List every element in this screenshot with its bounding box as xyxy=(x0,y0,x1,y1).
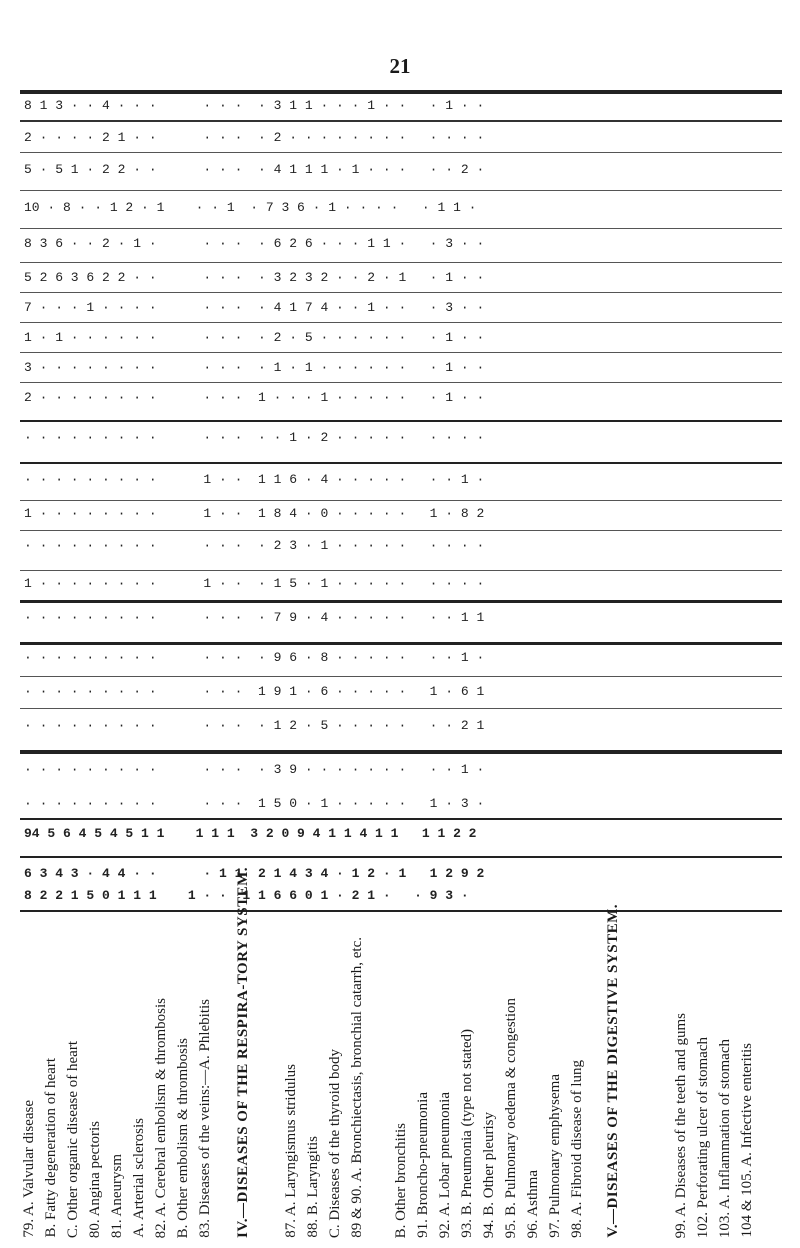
row-label: 98. A. Fibroid disease of lung xyxy=(569,1060,585,1238)
data-line-2: 2 · · · · 2 1 · · · · · · 2 · · · · · · · · · · · · xyxy=(24,130,485,145)
data-line-19: · · · · · · · · · · · · · 1 2 · 5 · · · · · · · 2 1 xyxy=(24,718,485,733)
data-line-15: 1 · · · · · · · · 1 · · · 1 5 · 1 · · · · · · · · · xyxy=(24,576,485,591)
data-line-12: · · · · · · · · · 1 · · 1 1 6 · 4 · · · · · · · 1 · xyxy=(24,472,485,487)
row-label: 81. Aneurysm xyxy=(109,1153,125,1238)
data-line-21: · · · · · · · · · · · · 1 5 0 · 1 · · · · · 1 · 3 · xyxy=(24,796,485,811)
row-label: 94. B. Other pleurisy xyxy=(481,1111,497,1238)
section-heading: V.—DISEASES OF THE DIGESTIVE SYSTEM. xyxy=(605,904,621,1238)
data-line-20: · · · · · · · · · · · · · 3 9 · · · · · · · · · 1 · xyxy=(24,762,485,777)
data-line-18: · · · · · · · · · · · · 1 9 1 · 6 · · · · · 1 · 6 1 xyxy=(24,684,485,699)
row-label: 83. Diseases of the veins:—A. Phlebitis xyxy=(197,999,213,1238)
data-line-24: 8 2 2 1 5 0 1 1 1 1 · · 1 1 6 6 0 1 · 2 1 · · 9 3 · xyxy=(24,888,469,903)
row-label: 102. Perforating ulcer of stomach xyxy=(695,1036,711,1238)
data-line-3: 5 · 5 1 · 2 2 · · · · · · 4 1 1 1 · 1 · · · · · 2 · xyxy=(24,162,485,177)
row-label: C. Diseases of the thyroid body xyxy=(327,1048,343,1238)
row-label: 91. Broncho-pneumonia xyxy=(415,1092,431,1238)
row-label: 80. Angina pectoris xyxy=(87,1120,103,1238)
row-label: 104 & 105. A. Infective enteritis xyxy=(739,1043,755,1238)
row-label: 82. A. Cerebral embolism & thrombosis xyxy=(153,997,169,1238)
data-line-14: · · · · · · · · · · · · · 2 3 · 1 · · · · · · · · · xyxy=(24,538,485,553)
data-line-22: 94 5 6 4 5 4 5 1 1 1 1 1 3 2 0 9 4 1 1 4 1 1 1 1 2 2 xyxy=(24,826,477,841)
row-label: 95. B. Pulmonary oedema & congestion xyxy=(503,997,519,1238)
data-line-16: · · · · · · · · · · · · · 7 9 · 4 · · · · · · · 1 1 xyxy=(24,610,485,625)
row-label: 97. Pulmonary emphysema xyxy=(547,1074,563,1238)
data-line-8: 1 · 1 · · · · · · · · · · 2 · 5 · · · · · · · 1 · · xyxy=(24,330,485,345)
data-line-23: 6 3 4 3 · 4 4 · · · 1 1 2 1 4 3 4 · 1 2 · 1 1 2 9 2 xyxy=(24,866,485,881)
row-label: C. Other organic disease of heart xyxy=(65,1040,81,1238)
page-number: 21 xyxy=(389,54,411,78)
row-label: 96. Asthma xyxy=(525,1169,541,1238)
row-label: 103. A. Inflammation of stomach xyxy=(717,1038,733,1238)
data-line-5: 8 3 6 · · 2 · 1 · · · · · 6 2 6 · · · 1 1 · · 3 · · xyxy=(24,236,485,251)
row-label: B. Other bronchitis xyxy=(393,1122,409,1238)
row-label: 89 & 90. A. Bronchiectasis, bronchial catarrh, etc. xyxy=(349,937,365,1238)
row-label: 93. B. Pneumonia (type not stated) xyxy=(459,1029,475,1238)
row-label: 99. A. Diseases of the teeth and gums xyxy=(673,1012,689,1238)
data-line-11: · · · · · · · · · · · · · · 1 · 2 · · · · · · · · · xyxy=(24,430,485,445)
data-line-1: 8 1 3 · · 4 · · · · · · · 3 1 1 · · · 1 · · · 1 · · xyxy=(24,98,485,113)
data-line-4: 10 · 8 · · 1 2 · 1 · · 1 · 7 3 6 · 1 · · · · · 1 1 · xyxy=(24,200,477,215)
data-line-7: 7 · · · 1 · · · · · · · · 4 1 7 4 · · 1 · · · 3 · · xyxy=(24,300,485,315)
data-lines xyxy=(20,90,782,910)
data-line-10: 2 · · · · · · · · · · · 1 · · · 1 · · · · · · 1 · · xyxy=(24,390,485,405)
data-line-9: 3 · · · · · · · · · · · · 1 · 1 · · · · · · · 1 · · xyxy=(24,360,485,375)
rule-22 xyxy=(20,910,782,912)
row-label: 79. A. Valvular disease xyxy=(21,1100,37,1238)
row-label: A. Arterial sclerosis xyxy=(131,1118,147,1238)
row-label: B. Other embolism & thrombosis xyxy=(175,1037,191,1238)
row-label: 87. A. Laryngismus stridulus xyxy=(283,1064,299,1238)
row-label: 88. B. Laryngitis xyxy=(305,1136,321,1238)
data-line-6: 5 2 6 3 6 2 2 · · · · · · 3 2 3 2 · · 2 · 1 · 1 · · xyxy=(24,270,485,285)
mortality-table xyxy=(20,90,782,1238)
row-label: 92. A. Lobar pneumonia xyxy=(437,1091,453,1238)
row-label: B. Fatty degeneration of heart xyxy=(43,1058,59,1238)
data-line-17: · · · · · · · · · · · · · 9 6 · 8 · · · · · · · 1 · xyxy=(24,650,485,665)
data-line-13: 1 · · · · · · · · 1 · · 1 8 4 · 0 · · · · · 1 · 8 2 xyxy=(24,506,485,521)
section-heading: IV.—DISEASES OF THE RESPIRA-TORY SYSTEM. xyxy=(235,867,251,1238)
